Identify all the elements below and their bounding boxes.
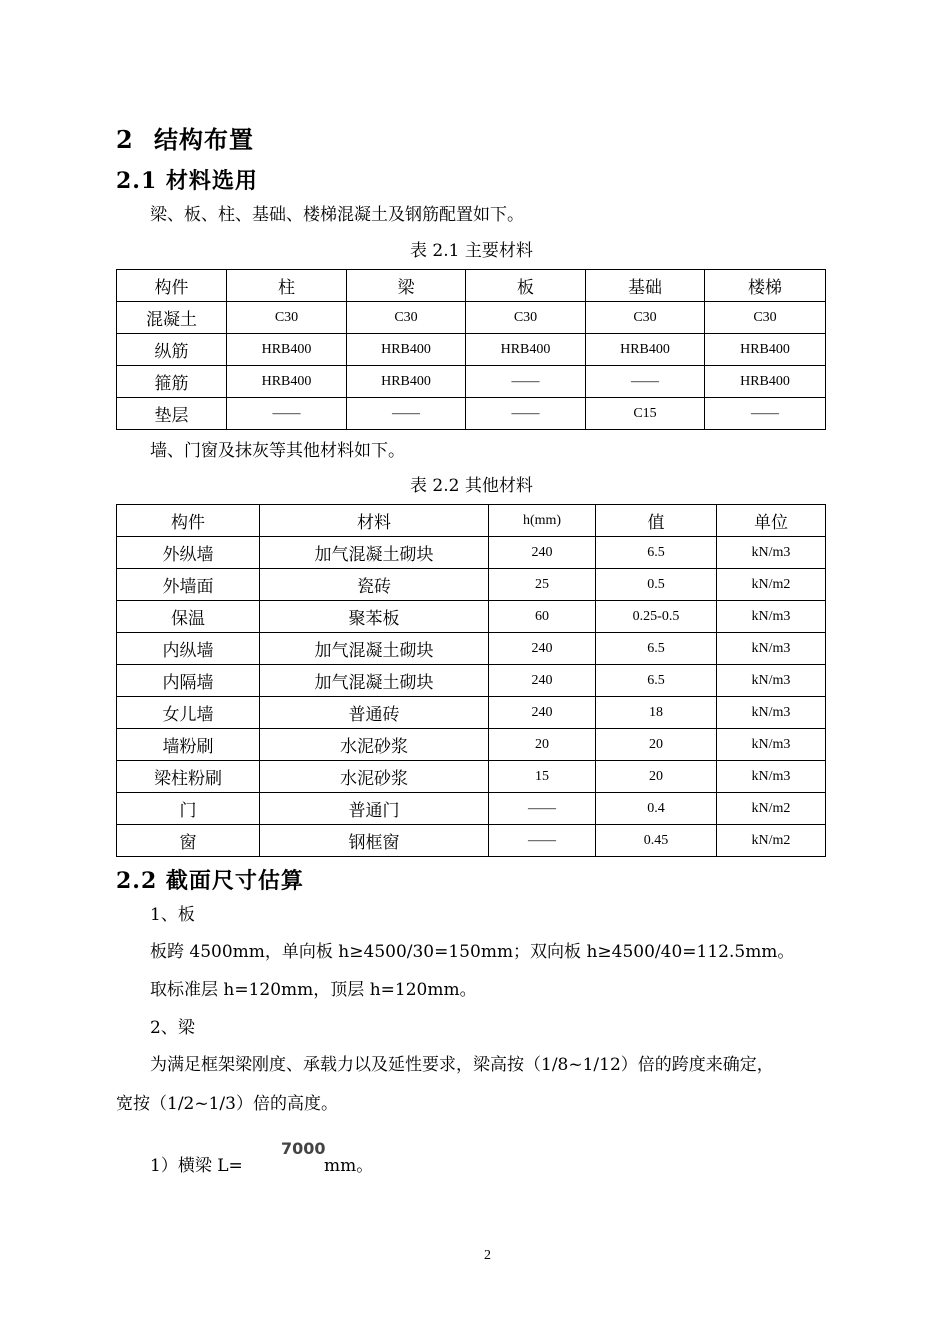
table-cell: 20	[596, 729, 717, 761]
table-cell: ——	[466, 366, 586, 398]
table-cell: 瓷砖	[260, 569, 489, 601]
table-cell: 15	[489, 761, 596, 793]
table-cell: kN/m3	[717, 601, 826, 633]
beam-rule-line1: 为满足框架梁刚度、承载力以及延性要求，梁高按（1/8~1/12）倍的跨度来确定，	[150, 1055, 774, 1075]
table-cell: 内纵墙	[117, 633, 260, 665]
table-header-cell: 柱	[227, 270, 347, 302]
table-cell: 20	[596, 761, 717, 793]
other-materials-table	[116, 504, 826, 857]
item-beam: 2、梁	[150, 1018, 195, 1038]
table-cell: 240	[489, 697, 596, 729]
table-cell: ——	[227, 398, 347, 430]
table-row	[117, 665, 826, 697]
table-cell: 外纵墙	[117, 537, 260, 569]
table-cell: C30	[227, 302, 347, 334]
table-cell: 内隔墙	[117, 665, 260, 697]
table-cell: C15	[586, 398, 705, 430]
table-cell: C30	[347, 302, 466, 334]
table1-caption: 表 2.1 主要材料	[410, 241, 533, 261]
table-row	[117, 569, 826, 601]
beam-rule-line2: 宽按（1/2~1/3）倍的高度。	[116, 1094, 338, 1114]
table-header-cell: 楼梯	[705, 270, 826, 302]
table-cell: 加气混凝土砌块	[260, 633, 489, 665]
table-row	[117, 398, 826, 430]
table-cell: 女儿墙	[117, 697, 260, 729]
table-cell: kN/m2	[717, 569, 826, 601]
table-header-cell: 板	[466, 270, 586, 302]
table-cell: 普通门	[260, 793, 489, 825]
materials-intro: 梁、板、柱、基础、楼梯混凝土及钢筋配置如下。	[150, 205, 524, 225]
table-row	[117, 729, 826, 761]
table-row	[117, 302, 826, 334]
table-row	[117, 334, 826, 366]
table-cell: ——	[466, 398, 586, 430]
table-cell: 0.4	[596, 793, 717, 825]
table-cell: ——	[347, 398, 466, 430]
slab-thickness-paragraph: 取标准层 h=120mm，顶层 h=120mm。	[150, 980, 477, 1000]
table-cell: 混凝土	[117, 302, 227, 334]
table-cell: HRB400	[227, 334, 347, 366]
table-cell: 水泥砂浆	[260, 729, 489, 761]
table-cell: 18	[596, 697, 717, 729]
table-cell: ——	[586, 366, 705, 398]
table-cell: 60	[489, 601, 596, 633]
table-cell: 外墙面	[117, 569, 260, 601]
table-cell: HRB400	[705, 366, 826, 398]
table-row	[117, 825, 826, 857]
table-cell: kN/m3	[717, 729, 826, 761]
table-row	[117, 697, 826, 729]
chapter-heading	[116, 120, 254, 155]
table-cell: kN/m3	[717, 761, 826, 793]
table-cell: 0.45	[596, 825, 717, 857]
table-header-row	[117, 505, 826, 537]
table-cell: 普通砖	[260, 697, 489, 729]
table-cell: kN/m3	[717, 633, 826, 665]
chapter-number: 2	[116, 125, 134, 154]
table-cell: 6.5	[596, 665, 717, 697]
transverse-beam-span-value: 7000	[281, 1139, 326, 1158]
table-header-cell: h(mm)	[489, 505, 596, 537]
other-materials-intro: 墙、门窗及抹灰等其他材料如下。	[150, 441, 405, 461]
table-cell: kN/m3	[717, 537, 826, 569]
slab-span-paragraph: 板跨 4500mm，单向板 h≥4500/30=150mm；双向板 h≥4500/40=112.5mm。	[150, 942, 795, 962]
table-header-cell: 梁	[347, 270, 466, 302]
table-cell: 0.25-0.5	[596, 601, 717, 633]
main-materials-table	[116, 269, 826, 430]
table-cell: 6.5	[596, 633, 717, 665]
table-cell: HRB400	[705, 334, 826, 366]
table-header-cell: 构件	[117, 505, 260, 537]
table-cell: 箍筋	[117, 366, 227, 398]
table-cell: kN/m3	[717, 665, 826, 697]
table-header-cell: 单位	[717, 505, 826, 537]
table-cell: kN/m2	[717, 793, 826, 825]
table-cell: 聚苯板	[260, 601, 489, 633]
table-cell: HRB400	[466, 334, 586, 366]
table-row	[117, 537, 826, 569]
table-row	[117, 601, 826, 633]
table-cell: 240	[489, 537, 596, 569]
table-cell: 加气混凝土砌块	[260, 665, 489, 697]
table-cell: 保温	[117, 601, 260, 633]
table-cell: 加气混凝土砌块	[260, 537, 489, 569]
table-cell: 水泥砂浆	[260, 761, 489, 793]
table-cell: 垫层	[117, 398, 227, 430]
table-cell: 6.5	[596, 537, 717, 569]
table-cell: 梁柱粉刷	[117, 761, 260, 793]
item-slab: 1、板	[150, 905, 195, 925]
table-header-cell: 基础	[586, 270, 705, 302]
table-cell: 钢框窗	[260, 825, 489, 857]
table-row	[117, 633, 826, 665]
section-2-2-heading: 2.2 截面尺寸估算	[116, 868, 304, 894]
table-cell: 240	[489, 665, 596, 697]
table-header-row	[117, 270, 826, 302]
table-cell: C30	[705, 302, 826, 334]
table-header-cell: 值	[596, 505, 717, 537]
transverse-beam-prefix: 1）横梁 L=	[150, 1156, 243, 1176]
section-2-1-heading: 2.1 材料选用	[116, 168, 258, 194]
table-cell: 门	[117, 793, 260, 825]
table-header-cell: 材料	[260, 505, 489, 537]
table-cell: HRB400	[586, 334, 705, 366]
table-cell: 纵筋	[117, 334, 227, 366]
page-number: 2	[484, 1248, 491, 1263]
table-cell: 20	[489, 729, 596, 761]
table-row	[117, 366, 826, 398]
table-row	[117, 793, 826, 825]
table-cell: ——	[489, 825, 596, 857]
table-cell: 25	[489, 569, 596, 601]
table-cell: kN/m3	[717, 697, 826, 729]
table-cell: ——	[705, 398, 826, 430]
table-row	[117, 761, 826, 793]
chapter-title: 结构布置	[154, 125, 254, 154]
table-cell: C30	[586, 302, 705, 334]
table-cell: 240	[489, 633, 596, 665]
table-cell: 0.5	[596, 569, 717, 601]
table-cell: kN/m2	[717, 825, 826, 857]
transverse-beam-suffix: mm。	[324, 1156, 374, 1176]
table-cell: ——	[489, 793, 596, 825]
table2-caption: 表 2.2 其他材料	[410, 476, 533, 496]
table-cell: HRB400	[227, 366, 347, 398]
table-header-cell: 构件	[117, 270, 227, 302]
table-cell: 窗	[117, 825, 260, 857]
table-cell: HRB400	[347, 366, 466, 398]
table-cell: HRB400	[347, 334, 466, 366]
table-cell: C30	[466, 302, 586, 334]
table-cell: 墙粉刷	[117, 729, 260, 761]
